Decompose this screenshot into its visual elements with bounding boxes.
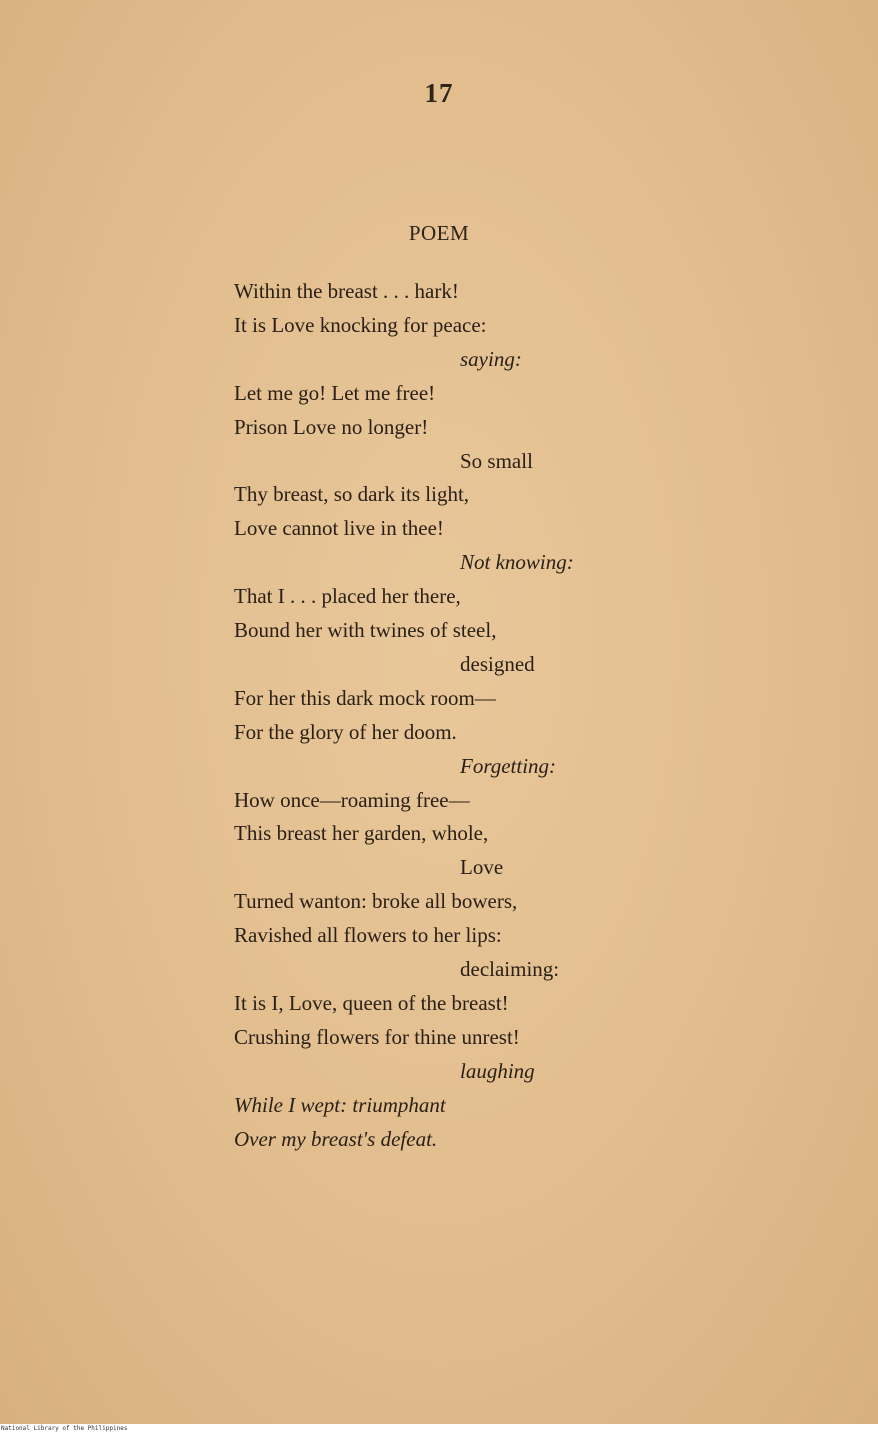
poem-line: Let me go! Let me free!: [234, 381, 436, 405]
poem-line: Within the breast . . . hark!: [234, 279, 459, 303]
poem-line: Bound her with twines of steel,: [234, 618, 497, 642]
poem-indented-line: designed: [460, 652, 535, 676]
poem-line: Crushing flowers for thine unrest!: [234, 1025, 520, 1049]
poem-title: POEM: [408, 221, 470, 245]
poem-line: This breast her garden, whole,: [234, 821, 489, 845]
poem-line: Turned wanton: broke all bowers,: [234, 889, 518, 913]
poem-indented-line: Love: [460, 855, 504, 879]
poem-line: Ravished all flowers to her lips:: [234, 923, 502, 947]
poem-line: While I wept: triumphant: [234, 1093, 446, 1117]
poem-line: It is Love knocking for peace:: [234, 313, 487, 337]
poem-line: For the glory of her doom.: [234, 720, 457, 744]
poem-indented-line: saying:: [460, 347, 522, 371]
poem-line: Over my breast's defeat.: [234, 1127, 438, 1151]
poem-indented-line: Forgetting:: [460, 754, 557, 778]
page-number: 17: [424, 78, 454, 108]
poem-line: It is I, Love, queen of the breast!: [234, 991, 509, 1015]
poem-line: Prison Love no longer!: [234, 415, 429, 439]
poem-line: How once—roaming free—: [234, 788, 470, 812]
poem-indented-line: So small: [460, 449, 533, 473]
footer-credit: National Library of the Philippines: [1, 1425, 128, 1432]
poem-line: Thy breast, so dark its light,: [234, 482, 470, 506]
poem-line: That I . . . placed her there,: [234, 584, 461, 608]
poem-line: Love cannot live in thee!: [234, 516, 444, 540]
poem-line: For her this dark mock room—: [234, 686, 496, 710]
poem-indented-line: laughing: [460, 1059, 535, 1083]
poem-indented-line: declaiming:: [460, 957, 560, 981]
footer-bar: [0, 1424, 878, 1433]
poem-indented-line: Not knowing:: [460, 550, 574, 574]
